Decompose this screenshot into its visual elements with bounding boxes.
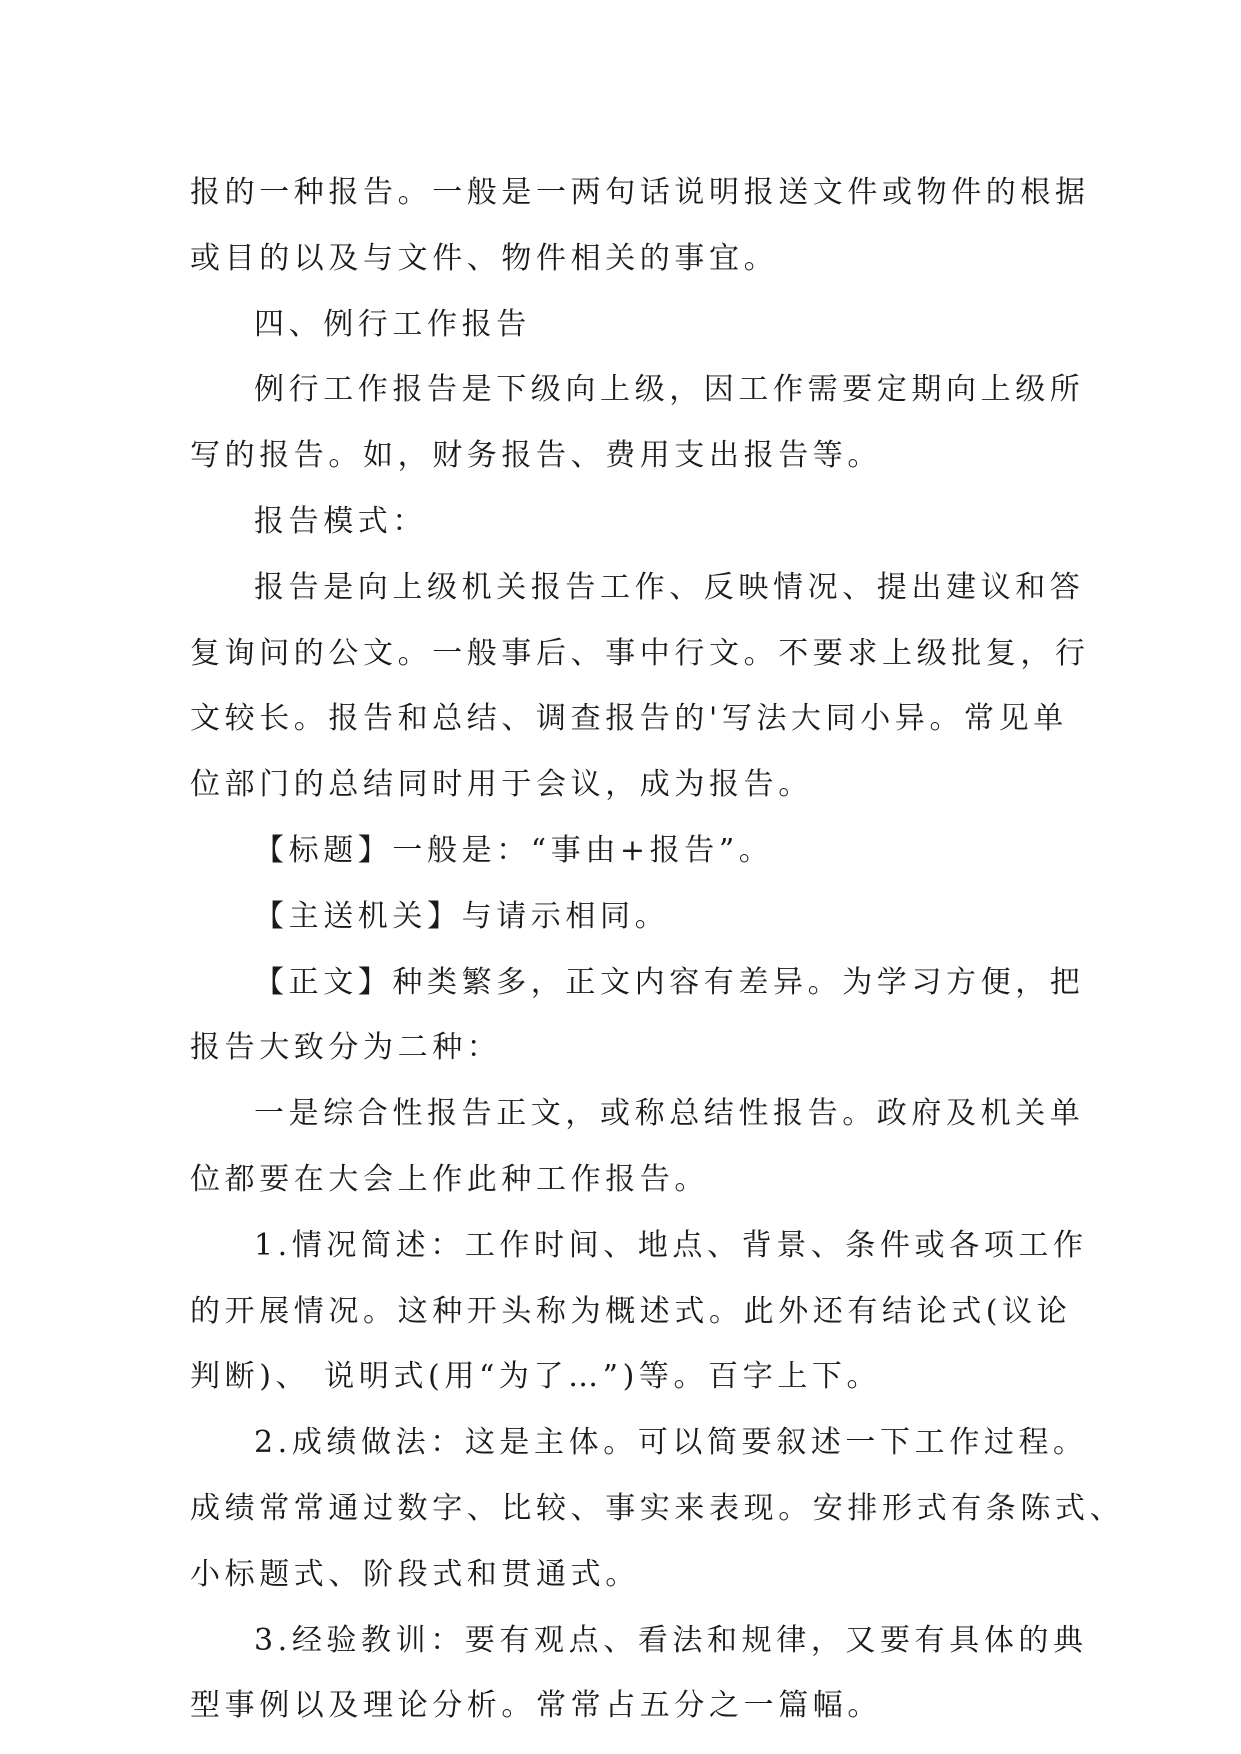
text-line: 或目的以及与文件、物件相关的事宜。 bbox=[190, 240, 779, 276]
text-line: 位都要在大会上作此种工作报告。 bbox=[190, 1161, 709, 1197]
text-line: 报告是向上级机关报告工作、反映情况、提出建议和答 bbox=[254, 569, 1085, 605]
text-line: 例行工作报告是下级向上级，因工作需要定期向上级所 bbox=[254, 372, 1085, 408]
document-body bbox=[190, 160, 1125, 1739]
text-line: 【标题】一般是：“事由+报告”。 bbox=[254, 832, 774, 868]
text-line: 报的一种报告。一般是一两句话说明报送文件或物件的根据 bbox=[190, 175, 1090, 210]
section-heading: 四、例行工作报告 bbox=[254, 306, 531, 342]
text-line: 1.情况简述：工作时间、地点、背景、条件或各项工作 bbox=[254, 1227, 1088, 1263]
text-line: 写的报告。如，财务报告、费用支出报告等。 bbox=[190, 438, 882, 474]
text-line: 2.成绩做法：这是主体。可以简要叙述一下工作过程。 bbox=[254, 1425, 1088, 1461]
text-line: 3.经验教训：要有观点、看法和规律，又要有具体的典 bbox=[254, 1622, 1088, 1658]
text-line: 判断)、 说明式(用“为了…”)等。百字上下。 bbox=[190, 1359, 882, 1395]
text-line: 一是综合性报告正文，或称总结性报告。政府及机关单 bbox=[254, 1096, 1085, 1132]
text-line: 文较长。报告和总结、调查报告的'写法大同小异。常见单 bbox=[190, 701, 1068, 737]
text-line: 位部门的总结同时用于会议，成为报告。 bbox=[190, 767, 813, 803]
text-line: 【正文】种类繁多，正文内容有差异。为学习方便，把 bbox=[254, 964, 1085, 1000]
text-line: 报告大致分为二种： bbox=[190, 1030, 502, 1066]
text-line: 复询问的公文。一般事后、事中行文。不要求上级批复，行 bbox=[190, 635, 1090, 671]
text-line: 【主送机关】与请示相同。 bbox=[254, 898, 670, 934]
text-line: 成绩常常通过数字、比较、事实来表现。安排形式有条陈式、 bbox=[190, 1490, 1125, 1526]
section-heading: 报告模式： bbox=[254, 503, 427, 539]
text-line: 小标题式、阶段式和贯通式。 bbox=[190, 1556, 640, 1592]
text-line: 型事例以及理论分析。常常占五分之一篇幅。 bbox=[190, 1688, 882, 1724]
text-line: 的开展情况。这种开头称为概述式。此外还有结论式(议论 bbox=[190, 1293, 1072, 1329]
